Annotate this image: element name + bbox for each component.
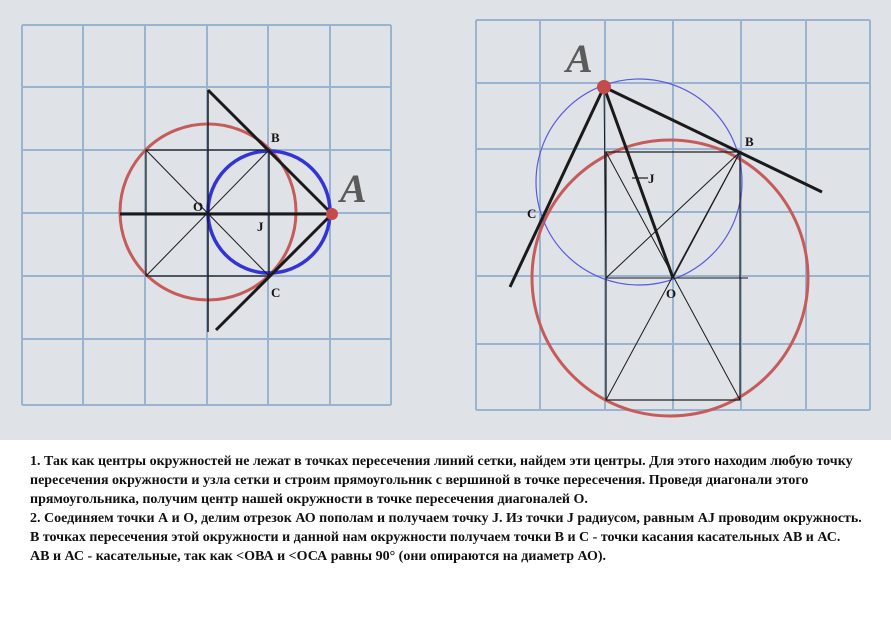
right-figure: [476, 20, 870, 416]
right-label-j: J: [648, 171, 655, 186]
right-label-b: B: [745, 134, 754, 149]
left-label-j: J: [257, 219, 264, 234]
left-figure: [22, 25, 391, 405]
left-label-o: O: [193, 199, 204, 214]
right-point-a-marker: [597, 80, 611, 94]
right-label-o: O: [666, 286, 677, 301]
right-label-c: C: [527, 206, 537, 221]
solution-explanation: [30, 452, 870, 566]
explanation-step-1: 1. Так как центры окружностей не лежат в точках пересечения линий сетки, найдем эти центры. Для этого находим любую точку пересечения окружности и узла сетки и строим прямоугольник с вершиной в точке пересечения. Проведя диагонали этого прямоугольника, получим центр нашей окружности в точке пересечения диагоналей О.: [30, 454, 853, 507]
left-label-c: C: [271, 285, 281, 300]
explanation-step-2: 2. Соединяем точки А и О, делим отрезок АО пополам и получаем точку J. Из точки J радиусом, равным АJ проводим окружность. В точках пересечения этой окружности и данной нам окружности получаем точки В и С - точки касания касательных АВ и АС.: [30, 511, 862, 545]
left-label-b: B: [271, 130, 280, 145]
explanation-conclusion: АВ и АС - касательные, так как <ОВА и <ОСА равны 90° (они опираются на диаметр АО).: [30, 549, 607, 564]
right-label-a: A: [566, 36, 593, 81]
left-point-a-marker: [326, 208, 338, 220]
left-label-a: A: [340, 166, 367, 211]
